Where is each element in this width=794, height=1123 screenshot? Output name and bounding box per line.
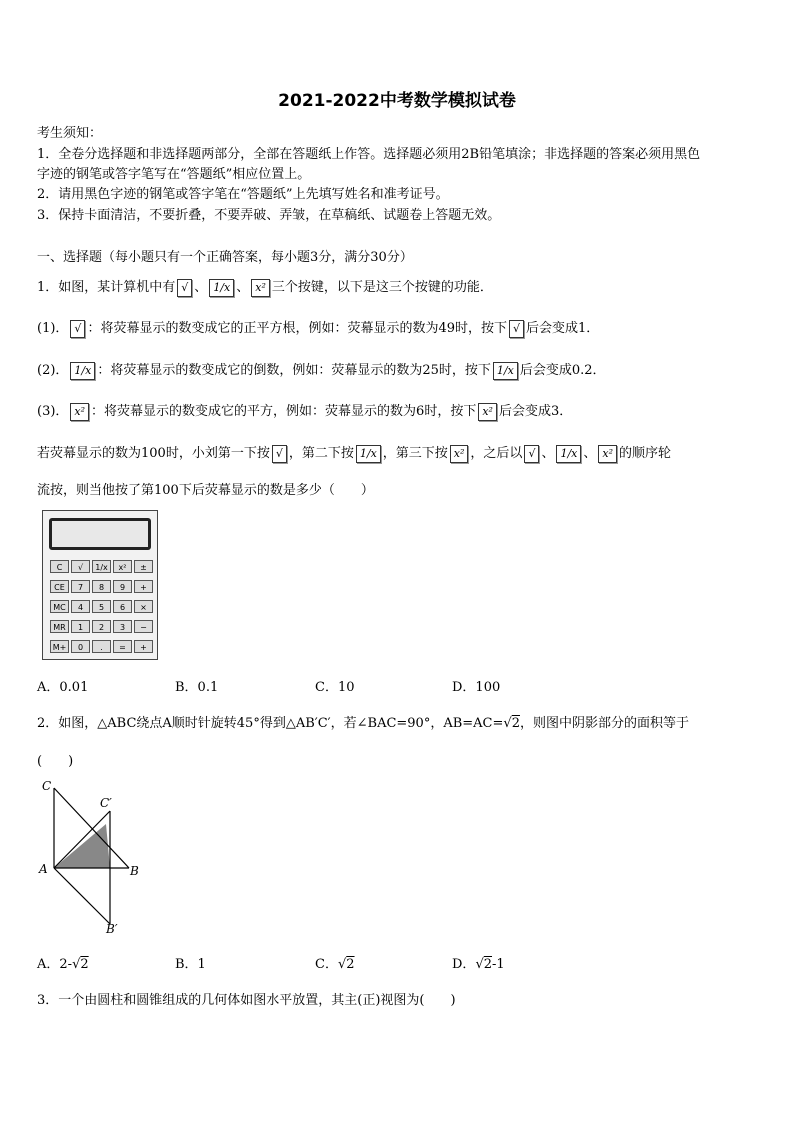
calculator-key: MR [50, 620, 69, 633]
calculator-key: MC [50, 600, 69, 613]
reciprocal-key-icon: 1/x [556, 445, 581, 463]
option-b[interactable]: B．1 [175, 957, 206, 972]
notice-item-2: 2．请用黑色字迹的钢笔或答字笔在“答题纸”上先填写姓名和准考证号。 [37, 187, 449, 202]
q1-question-line1: 若荧幕显示的数为100时，小刘第一下按 √ ，第二下按 1/x ，第三下按 x² ，之后以 √ 、 1/x 、 x² 的顺序轮 [37, 446, 672, 461]
notice-item-1b: 字迹的钢笔或答字笔写在“答题纸”相应位置上。 [37, 167, 311, 182]
calculator-key: ± [134, 560, 153, 573]
q2-options [37, 953, 757, 971]
calculator-key: = [113, 640, 132, 653]
q1-options [37, 676, 757, 694]
calculator-key: 6 [113, 600, 132, 613]
calculator-key: CE [50, 580, 69, 593]
shaded-region [54, 824, 110, 868]
square-key-icon: x² [70, 403, 89, 421]
side-abp [54, 868, 110, 924]
label-c: C [42, 779, 52, 793]
reciprocal-key-icon: 1/x [493, 362, 518, 380]
sqrt-key-icon: √ [70, 320, 85, 338]
sqrt-symbol: √2 [503, 716, 520, 731]
calculator-key: 2 [92, 620, 111, 633]
calculator-key: 7 [71, 580, 90, 593]
calculator-key: 1/x [92, 560, 111, 573]
option-c[interactable]: C．10 [315, 680, 355, 695]
calculator-key: 8 [92, 580, 111, 593]
sqrt-key-icon: √ [177, 279, 192, 297]
label-b: B [130, 864, 139, 878]
calculator-key: + [134, 640, 153, 653]
calculator-key: 9 [113, 580, 132, 593]
q1-function-3: (3)． x² ：将荧幕显示的数变成它的平方，例如：荧幕显示的数为6时，按下 x² 后会变成3． [37, 404, 573, 419]
calculator-key: 0 [71, 640, 90, 653]
q2-paren: ( ) [37, 754, 74, 769]
q2-text: 2．如图，△ABC绕点A顺时针旋转45°得到△AB′C′，若∠BAC=90°，AB=AC=√2，则图中阴影部分的面积等于 [37, 716, 689, 731]
notice-heading: 考生须知： [37, 126, 103, 141]
calculator-key: 1 [71, 620, 90, 633]
calculator-key: M+ [50, 640, 69, 653]
option-d[interactable]: D．√2-1 [452, 957, 505, 972]
calculator-key: √ [71, 560, 90, 573]
q1-function-2: (2)． 1/x ：将荧幕显示的数变成它的倒数，例如：荧幕显示的数为25时，按下 1/x 后会变成0.2． [37, 363, 606, 378]
sqrt-key-icon: √ [524, 445, 539, 463]
option-b[interactable]: B．0.1 [175, 680, 219, 695]
notice-item-1a: 1．全卷分选择题和非选择题两部分，全部在答题纸上作答。选择题必须用2B铅笔填涂；非选择题的答案必须用黑色 [37, 147, 701, 162]
square-key-icon: x² [478, 403, 497, 421]
rotation-triangle-figure [36, 775, 146, 935]
calculator-key: 4 [71, 600, 90, 613]
calculator-key: − [134, 620, 153, 633]
calculator-key: 3 [113, 620, 132, 633]
calculator-key: . [92, 640, 111, 653]
section-heading: 一、选择题（每小题只有一个正确答案，每小题3分，满分30分） [37, 250, 413, 265]
q1-function-1: (1)． √ ：将荧幕显示的数变成它的正平方根，例如：荧幕显示的数为49时，按下 √ 后会变成1． [37, 321, 600, 336]
q3-text: 3．一个由圆柱和圆锥组成的几何体如图水平放置，其主(正)视图为( ) [37, 993, 456, 1008]
calculator-figure [42, 510, 158, 660]
label-a: A [39, 862, 48, 876]
calculator-key: + [134, 580, 153, 593]
sqrt-key-icon: √ [272, 445, 287, 463]
reciprocal-key-icon: 1/x [356, 445, 381, 463]
calculator-screen [49, 518, 151, 550]
option-a[interactable]: A．0.01 [37, 680, 89, 695]
reciprocal-key-icon: 1/x [209, 279, 234, 297]
calculator-key: C [50, 560, 69, 573]
q1-question-line2: 流按，则当他按了第100下后荧幕显示的数是多少（ ） [37, 483, 374, 498]
reciprocal-key-icon: 1/x [70, 362, 95, 380]
notice-item-3: 3．保持卡面清洁，不要折叠，不要弄破、弄皱，在草稿纸、试题卷上答题无效。 [37, 208, 501, 223]
option-d[interactable]: D．100 [452, 680, 501, 695]
square-key-icon: x² [598, 445, 617, 463]
square-key-icon: x² [251, 279, 270, 297]
sqrt-key-icon: √ [509, 320, 524, 338]
label-bprime: B′ [106, 922, 118, 935]
option-a[interactable]: A．2-√2 [37, 957, 89, 972]
page-title: 2021-2022中考数学模拟试卷 [278, 91, 516, 111]
square-key-icon: x² [450, 445, 469, 463]
calculator-key: 5 [92, 600, 111, 613]
calculator-key: x² [113, 560, 132, 573]
label-cprime: C′ [100, 796, 112, 810]
option-c[interactable]: C．√2 [315, 957, 355, 972]
calculator-key: × [134, 600, 153, 613]
q1-intro: 1．如图，某计算机中有 √ 、 1/x 、 x² 三个按键，以下是这三个按键的功能． [37, 280, 493, 295]
